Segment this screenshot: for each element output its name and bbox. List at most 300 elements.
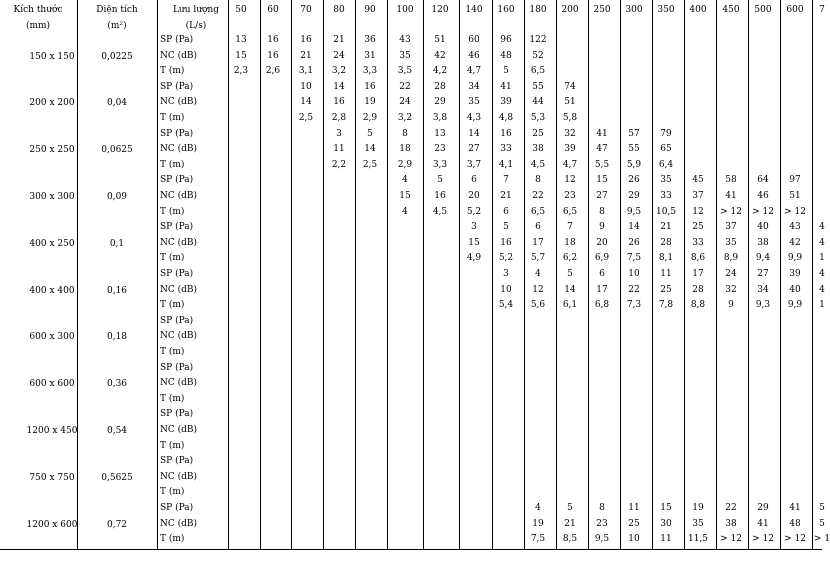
column-divider: [620, 0, 621, 550]
size-header-label: Kích thước: [13, 5, 63, 15]
duct-size: 600 x 300: [29, 332, 75, 343]
table-cell: 51: [564, 97, 576, 108]
table-cell: 10: [628, 534, 640, 545]
flow-rate-header: 350: [657, 5, 675, 15]
duct-size: 1200 x 600: [26, 519, 78, 530]
table-cell: 2,6: [265, 66, 281, 77]
table-cell: 5,7: [530, 253, 546, 264]
table-cell: 4: [819, 237, 825, 248]
table-cell: 48: [500, 50, 512, 61]
table-cell: 39: [789, 269, 801, 279]
column-divider: [684, 0, 685, 550]
table-cell: 4: [402, 175, 408, 186]
table-cell: 39: [500, 97, 512, 108]
table-cell: 16: [500, 128, 512, 139]
table-cell: 6,9: [594, 253, 610, 264]
table-cell: 23: [564, 191, 576, 201]
table-cell: 9,9: [787, 300, 803, 311]
column-divider: [748, 0, 749, 550]
row-metric-label: NC (dB): [160, 191, 198, 201]
row-metric-label: NC (dB): [160, 237, 198, 248]
table-cell: 19: [364, 97, 376, 108]
table-cell: 74: [564, 81, 576, 92]
duct-size: 250 x 250: [29, 145, 75, 156]
size-header-unit: (mm): [25, 21, 51, 31]
column-divider: [323, 0, 324, 550]
table-cell: 38: [532, 144, 544, 155]
row-metric-label: T (m): [160, 440, 185, 451]
table-cell: 9: [728, 300, 734, 311]
table-cell: 6,8: [594, 300, 610, 311]
table-cell: > 12: [752, 534, 774, 545]
table-cell: 8: [599, 503, 605, 513]
row-metric-label: T (m): [160, 253, 185, 264]
table-cell: 14: [628, 222, 640, 233]
table-cell: 65: [660, 144, 672, 155]
table-cell: 12: [692, 206, 704, 217]
table-cell: 58: [725, 175, 737, 186]
table-cell: 3,2: [331, 66, 347, 77]
row-metric-label: T (m): [160, 206, 185, 217]
table-cell: 5,3: [530, 113, 546, 123]
table-cell: 15: [660, 503, 672, 513]
table-cell: 34: [757, 284, 769, 295]
table-bottom-border: [0, 549, 822, 550]
table-cell: 29: [628, 191, 640, 201]
duct-area: 0,18: [106, 332, 128, 343]
table-cell: 97: [789, 175, 801, 186]
table-cell: 26: [628, 237, 640, 248]
table-cell: 8,5: [562, 534, 578, 545]
table-cell: > 12: [784, 206, 806, 217]
table-cell: 40: [789, 284, 801, 295]
table-cell: 43: [789, 222, 801, 233]
table-cell: 3,2: [397, 113, 413, 123]
table-cell: 2,5: [298, 113, 314, 123]
row-metric-label: SP (Pa): [160, 315, 194, 326]
flow-rate-header: 400: [689, 5, 707, 15]
table-cell: 3,3: [362, 66, 378, 77]
table-cell: > 12: [752, 206, 774, 217]
table-cell: 10,5: [655, 206, 677, 217]
column-divider: [387, 0, 388, 550]
table-cell: 5: [367, 128, 373, 139]
table-cell: 47: [596, 144, 608, 155]
table-cell: 3,5: [397, 66, 413, 77]
table-cell: 11: [660, 269, 672, 279]
table-cell: 26: [628, 175, 640, 186]
table-cell: 3,8: [432, 113, 448, 123]
flow-rate-header: 140: [465, 5, 483, 15]
table-cell: 24: [725, 269, 737, 279]
table-cell: 8: [402, 128, 408, 139]
table-cell: 28: [692, 284, 704, 295]
table-cell: 38: [757, 237, 769, 248]
table-cell: 32: [564, 128, 576, 139]
table-cell: 27: [596, 191, 608, 201]
row-metric-label: SP (Pa): [160, 409, 194, 420]
table-cell: 19: [532, 518, 544, 529]
row-metric-label: T (m): [160, 159, 185, 170]
table-cell: 33: [660, 191, 672, 201]
duct-area: 0,0225: [101, 51, 133, 62]
table-cell: 4,2: [432, 66, 448, 77]
table-cell: 29: [434, 97, 446, 108]
row-metric-label: T (m): [160, 113, 185, 123]
duct-area: 0,1: [109, 238, 125, 249]
table-cell: 1: [819, 300, 825, 311]
table-cell: 15: [468, 237, 480, 248]
table-cell: 6,2: [562, 253, 578, 264]
column-divider: [556, 0, 557, 550]
table-cell: 10: [628, 269, 640, 279]
table-cell: 15: [235, 50, 247, 61]
table-cell: 5,4: [498, 300, 514, 311]
table-cell: 64: [757, 175, 769, 186]
table-cell: 16: [333, 97, 345, 108]
table-cell: 15: [399, 191, 411, 201]
table-cell: 20: [596, 237, 608, 248]
table-cell: 41: [596, 128, 608, 139]
table-cell: 10: [300, 81, 312, 92]
table-cell: 44: [532, 97, 544, 108]
table-cell: 8,1: [658, 253, 674, 264]
row-metric-label: SP (Pa): [160, 503, 194, 513]
table-cell: 11: [333, 144, 345, 155]
table-cell: 8,9: [723, 253, 739, 264]
table-cell: 5,8: [562, 113, 578, 123]
table-cell: 55: [628, 144, 640, 155]
table-cell: 52: [532, 50, 544, 61]
table-cell: 5: [567, 503, 573, 513]
table-cell: 3: [471, 222, 477, 233]
flow-rate-header: 450: [722, 5, 740, 15]
column-divider: [157, 0, 158, 550]
table-cell: 4: [535, 503, 541, 513]
flow-rate-header: 160: [497, 5, 515, 15]
row-metric-label: T (m): [160, 300, 185, 311]
table-cell: 21: [660, 222, 672, 233]
table-cell: 6,5: [562, 206, 578, 217]
table-cell: 8,6: [690, 253, 706, 264]
flow-rate-header: 250: [593, 5, 611, 15]
flow-rate-header: 600: [786, 5, 804, 15]
table-cell: 41: [789, 503, 801, 513]
row-metric-label: NC (dB): [160, 378, 198, 389]
table-cell: 8,8: [690, 300, 706, 311]
table-cell: 12: [564, 175, 576, 186]
table-cell: 5: [819, 503, 825, 513]
table-cell: 4,1: [498, 159, 514, 170]
column-divider: [291, 0, 292, 550]
table-cell: 27: [757, 269, 769, 279]
table-cell: 5: [437, 175, 443, 186]
flow-rate-header: 100: [396, 5, 414, 15]
table-cell: > 1: [813, 534, 830, 545]
table-cell: 38: [725, 518, 737, 529]
table-cell: 41: [500, 81, 512, 92]
table-cell: 5,2: [466, 206, 482, 217]
row-metric-label: NC (dB): [160, 50, 198, 61]
table-cell: 21: [500, 191, 512, 201]
table-cell: 3,3: [432, 159, 448, 170]
table-cell: 7: [503, 175, 509, 186]
table-cell: 40: [757, 222, 769, 233]
flow-header-label: Lưu lượng: [172, 5, 220, 15]
table-cell: 28: [434, 81, 446, 92]
table-cell: 5: [503, 66, 509, 77]
table-cell: 3,1: [298, 66, 314, 77]
column-divider: [588, 0, 589, 550]
table-cell: 22: [399, 81, 411, 92]
table-cell: 6: [599, 269, 605, 279]
table-cell: 2,9: [362, 113, 378, 123]
table-cell: 16: [300, 35, 312, 45]
column-divider: [524, 0, 525, 550]
flow-rate-header: 7: [819, 5, 825, 15]
table-cell: 5,9: [626, 159, 642, 170]
table-cell: 30: [660, 518, 672, 529]
table-cell: 5,6: [530, 300, 546, 311]
table-cell: 25: [532, 128, 544, 139]
table-cell: 25: [660, 284, 672, 295]
table-cell: 17: [596, 284, 608, 295]
duct-size: 1200 x 450: [26, 426, 78, 436]
duct-size: 300 x 300: [29, 192, 75, 202]
table-cell: 2,5: [362, 159, 378, 170]
column-divider: [459, 0, 460, 550]
table-cell: 16: [364, 81, 376, 92]
table-cell: 39: [564, 144, 576, 155]
table-cell: 12: [532, 284, 544, 295]
table-cell: 2,2: [331, 159, 347, 170]
table-cell: 5: [503, 222, 509, 233]
table-cell: 25: [692, 222, 704, 233]
table-cell: 35: [399, 50, 411, 61]
duct-area: 0,0625: [101, 145, 133, 156]
table-cell: 20: [468, 191, 480, 201]
table-cell: 16: [267, 35, 279, 45]
duct-size: 150 x 150: [29, 51, 75, 62]
table-cell: 32: [725, 284, 737, 295]
column-divider: [812, 0, 813, 550]
table-cell: 16: [267, 50, 279, 61]
table-cell: 11: [628, 503, 640, 513]
table-cell: 15: [596, 175, 608, 186]
table-cell: 22: [725, 503, 737, 513]
duct-area: 0,16: [106, 285, 128, 296]
row-metric-label: SP (Pa): [160, 81, 194, 92]
table-cell: 13: [235, 35, 247, 45]
table-cell: 46: [757, 191, 769, 201]
table-cell: 4: [402, 206, 408, 217]
table-cell: 5,5: [594, 159, 610, 170]
table-cell: 14: [333, 81, 345, 92]
duct-area: 0,5625: [101, 472, 133, 483]
row-metric-label: NC (dB): [160, 331, 198, 342]
table-cell: 79: [660, 128, 672, 139]
table-cell: 7,3: [626, 300, 642, 311]
duct-size: 600 x 600: [29, 379, 75, 390]
row-metric-label: NC (dB): [160, 425, 198, 435]
table-cell: 57: [628, 128, 640, 139]
table-cell: 4: [819, 269, 825, 279]
duct-size: 400 x 400: [29, 285, 75, 296]
table-cell: 60: [468, 35, 480, 45]
row-metric-label: SP (Pa): [160, 128, 194, 139]
duct-area: 0,72: [106, 519, 128, 530]
area-header-label: Diện tích: [96, 5, 138, 15]
table-cell: 6,5: [530, 66, 546, 77]
duct-area: 0,09: [106, 192, 128, 202]
table-cell: 8: [599, 206, 605, 217]
table-cell: 3: [336, 128, 342, 139]
column-divider: [260, 0, 261, 550]
flow-rate-header: 60: [267, 5, 279, 15]
area-header-unit: (m²): [107, 21, 127, 31]
duct-area: 0,04: [106, 98, 128, 109]
table-cell: 23: [596, 518, 608, 529]
table-cell: 7,5: [626, 253, 642, 264]
table-cell: 14: [564, 284, 576, 295]
row-metric-label: T (m): [160, 347, 185, 357]
table-cell: 51: [789, 191, 801, 201]
column-divider: [423, 0, 424, 550]
table-cell: 9,5: [594, 534, 610, 545]
table-cell: 21: [333, 35, 345, 45]
table-cell: 6,4: [658, 159, 674, 170]
table-cell: 96: [500, 35, 512, 45]
table-cell: 25: [628, 518, 640, 529]
flow-rate-header: 80: [333, 5, 345, 15]
table-cell: 14: [468, 128, 480, 139]
row-metric-label: SP (Pa): [160, 269, 194, 279]
table-cell: 41: [725, 191, 737, 201]
row-metric-label: SP (Pa): [160, 175, 194, 186]
table-cell: 3,7: [466, 159, 482, 170]
row-metric-label: SP (Pa): [160, 35, 194, 45]
table-cell: 4,5: [432, 206, 448, 217]
table-cell: 42: [434, 50, 446, 61]
row-metric-label: NC (dB): [160, 518, 198, 529]
column-divider: [780, 0, 781, 550]
row-metric-label: NC (dB): [160, 471, 198, 482]
table-cell: 10: [500, 284, 512, 295]
table-cell: 43: [399, 35, 411, 45]
table-cell: 2,3: [233, 66, 249, 77]
duct-size: 200 x 200: [29, 98, 75, 109]
column-divider: [355, 0, 356, 550]
table-cell: 4,8: [498, 113, 514, 123]
table-cell: 9,9: [787, 253, 803, 264]
row-metric-label: NC (dB): [160, 284, 198, 295]
table-cell: 23: [434, 144, 446, 155]
table-cell: 4,9: [466, 253, 482, 264]
table-cell: 55: [532, 81, 544, 92]
flow-rate-header: 90: [364, 5, 376, 15]
table-cell: > 12: [784, 534, 806, 545]
table-cell: 4,7: [466, 66, 482, 77]
table-cell: 8: [535, 175, 541, 186]
table-cell: 35: [468, 97, 480, 108]
table-cell: 24: [399, 97, 411, 108]
table-cell: 9,3: [755, 300, 771, 311]
table-cell: 4: [819, 222, 825, 233]
table-cell: 37: [725, 222, 737, 233]
table-cell: 46: [468, 50, 480, 61]
table-cell: 2,9: [397, 159, 413, 170]
flow-rate-header: 200: [561, 5, 579, 15]
table-cell: 22: [628, 284, 640, 295]
table-cell: 35: [692, 518, 704, 529]
table-cell: 22: [532, 191, 544, 201]
flow-rate-header: 120: [431, 5, 449, 15]
table-cell: 6,5: [530, 206, 546, 217]
table-cell: 5,2: [498, 253, 514, 264]
table-cell: 2,8: [331, 113, 347, 123]
table-cell: 4,3: [466, 113, 482, 123]
table-cell: 17: [692, 269, 704, 279]
table-cell: 3: [503, 269, 509, 279]
flow-rate-header: 50: [235, 5, 247, 15]
flow-rate-header: 180: [529, 5, 547, 15]
table-cell: 9,5: [626, 206, 642, 217]
column-divider: [228, 0, 229, 550]
column-divider: [492, 0, 493, 550]
table-cell: 6: [503, 206, 509, 217]
table-cell: 4,7: [562, 159, 578, 170]
table-cell: 45: [692, 175, 704, 186]
duct-size: 400 x 250: [29, 238, 75, 249]
table-cell: 7: [567, 222, 573, 233]
table-cell: 29: [757, 503, 769, 513]
row-metric-label: SP (Pa): [160, 222, 194, 233]
table-cell: 14: [364, 144, 376, 155]
table-cell: 19: [692, 503, 704, 513]
table-cell: 35: [725, 237, 737, 248]
row-metric-label: SP (Pa): [160, 456, 194, 467]
table-cell: 48: [789, 518, 801, 529]
table-cell: 4: [819, 284, 825, 295]
column-divider: [716, 0, 717, 550]
table-cell: 11,5: [687, 534, 709, 545]
table-cell: 9: [599, 222, 605, 233]
table-cell: 51: [434, 35, 446, 45]
duct-size: 750 x 750: [29, 472, 75, 483]
table-cell: 28: [660, 237, 672, 248]
table-cell: 1: [819, 253, 825, 264]
table-cell: 16: [434, 191, 446, 201]
table-cell: 33: [692, 237, 704, 248]
table-cell: 7,8: [658, 300, 674, 311]
table-cell: 14: [300, 97, 312, 108]
table-cell: 21: [300, 50, 312, 61]
row-metric-label: T (m): [160, 66, 185, 77]
table-cell: 5: [567, 269, 573, 279]
table-cell: 27: [468, 144, 480, 155]
table-cell: 122: [529, 35, 547, 45]
table-cell: 35: [660, 175, 672, 186]
duct-area: 0,36: [106, 379, 128, 390]
table-cell: 37: [692, 191, 704, 201]
table-cell: 21: [564, 518, 576, 529]
flow-rate-header: 70: [300, 5, 312, 15]
table-cell: 31: [364, 50, 376, 61]
table-cell: > 12: [720, 206, 742, 217]
table-cell: 18: [564, 237, 576, 248]
table-cell: 6: [471, 175, 477, 186]
table-cell: 41: [757, 518, 769, 529]
